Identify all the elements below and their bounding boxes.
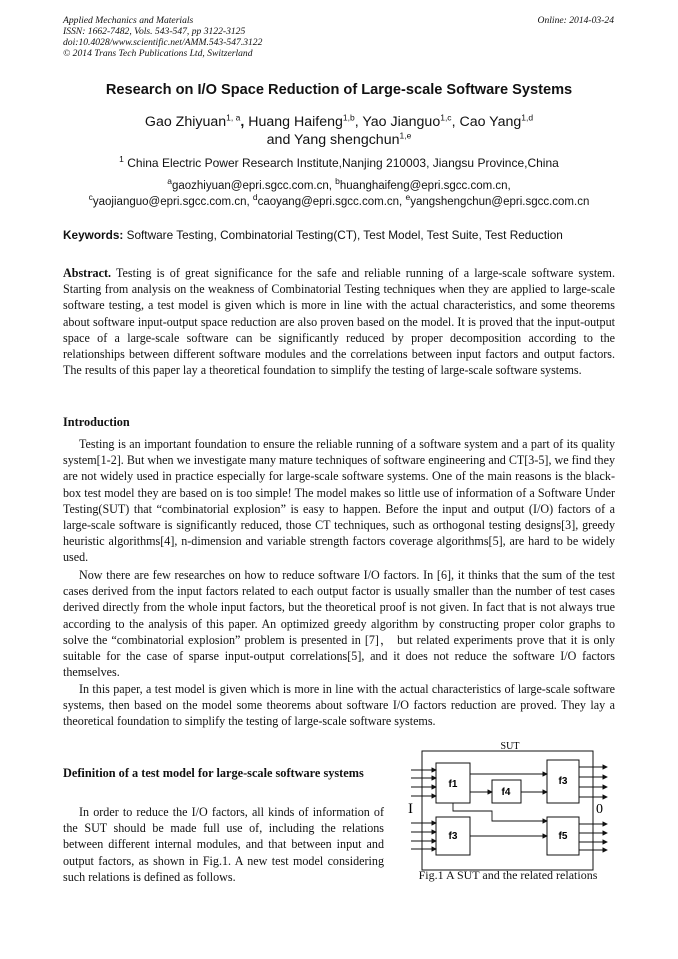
author-sup: 1,e <box>399 130 412 141</box>
cross-arrow <box>453 803 547 821</box>
author-sup: 1,c <box>440 112 452 123</box>
intro-paragraph-1: Testing is an important foundation to ensure the reliable running of a software system and a part of its quality system[1-2]. But when we investigate many mature techniques of software engineering and CT[3-5], we find they are not widely used in practice especially for large-scale software systems. One of the main reasons is the black-box test model they are based on is too simple! The model makes so little use of information of a Software Under Testing(SUT) that “combinatorial explosion” is easy to happen. Before the input and output (I/O) factors of a large-scale software is significantly reduced, those CT techniques, such as orthogonal testing designs[3], greedy heuristic algorithms[4], n-dimension and variable strength factors coverage algorithms[5], are hard to be widely used. <box>63 437 615 565</box>
email-link[interactable]: huanghaifeng@epri.sgcc.com.cn, <box>339 180 511 192</box>
copyright-line: © 2014 Trans Tech Publications Ltd, Switzerland <box>63 48 253 59</box>
journal-name: Applied Mechanics and Materials <box>63 15 194 26</box>
author-name: Cao Yang <box>459 114 522 130</box>
internal-arrows <box>470 774 547 836</box>
email-link[interactable]: yaojianguo@epri.sgcc.com.cn, <box>92 196 250 208</box>
online-date: Online: 2014-03-24 <box>537 15 614 26</box>
author-name: and Yang shengchun <box>266 132 400 148</box>
figure-caption: Fig.1 A SUT and the related relations <box>418 868 598 882</box>
email-link[interactable]: caoyang@epri.sgcc.com.cn, <box>257 196 403 208</box>
keywords <box>63 228 563 242</box>
author-name: Yao Jianguo <box>362 114 441 130</box>
journal-header <box>63 15 262 59</box>
author-list: Gao Zhiyuan$^{1, a}$, Huang Haifeng$^{1,b}$, Yao Jianguo$^{1,c}$, Cao Yang$^{1,d}$ and Yang shengchun$^{1,e}$ <box>144 112 534 148</box>
author-sup: 1, a <box>226 112 241 123</box>
author-name: Huang Haifeng <box>248 114 343 130</box>
definition-heading: Definition of a test model for large-scale software systems <box>63 766 364 780</box>
paper-title: Research on I/O Space Reduction of Large-scale Software Systems <box>105 82 573 98</box>
module-f5-label: f5 <box>558 831 568 842</box>
abstract-text: Testing is of great significance for the safe and reliable running of a large-scale software system. Starting from analysis on the weakness of Combinatorial Testing techniques when they are applied to large-scale software testing, a test model is given which is more in line with the actual characteristics, and some theorems about software input-output space reduction are also proven based on the model. It is proved that the input-output space of a large-scale software can be significantly reduced by proper decomposition according to the relationships between different software modules and the correlations between input factors and output factors. The results of this paper lay a theoretical foundation to simplify the testing of large-scale software systems. <box>63 266 615 378</box>
introduction-heading: Introduction <box>63 415 130 429</box>
email-link[interactable]: yangshengchun@epri.sgcc.com.cn <box>410 196 590 208</box>
affiliation <box>0 156 678 170</box>
intro-paragraph-2: Now there are few researches on how to reduce software I/O factors. In [6], it thinks that the sum of the test cases derived from the input factors related to each output factor is usually smaller than the number of test cases derived directly from the whole input factors, but the theoretical proof is not given. In fact that is not always true according to the analysis of this paper. An optimized greedy algorithm by constructing proper color graphs to solve the “combinatorial explosion” problem is presented in [7]， but related experiments prove that it is only suitable for the case of sparse input-output correlations[5], and it does not reduce the software I/O factors themselves. <box>63 568 615 680</box>
email-sup: c <box>88 192 93 203</box>
input-arrows <box>411 770 436 849</box>
abstract-label: Abstract. <box>63 266 112 280</box>
module-f1-label: f1 <box>448 779 458 790</box>
sut-label: SUT <box>500 741 520 752</box>
sut-diagram <box>400 737 615 885</box>
author-name: Gao Zhiyuan <box>144 114 227 130</box>
email-sup: b <box>335 176 340 187</box>
email-link[interactable]: gaozhiyuan@epri.sgcc.com.cn, <box>171 180 332 192</box>
module-f3-top-label: f3 <box>558 776 568 787</box>
affiliation-sup: 1 <box>119 154 124 164</box>
definition-paragraph: In order to reduce the I/O factors, all kinds of information of the SUT should be made full use of, including the relations between different internal modules, and that between input and output factors, as shown in Fig.1. A new test model considering such relations is defined as follows. <box>63 805 384 884</box>
sut-boundary <box>422 751 593 870</box>
email-sup: d <box>252 192 258 203</box>
input-label: I <box>408 801 413 817</box>
doi-line: doi:10.4028/www.scientific.net/AMM.543-547.3122 <box>63 37 263 48</box>
output-label: 0 <box>596 802 603 817</box>
module-f3-bottom-label: f3 <box>448 831 458 842</box>
keywords-text: Software Testing, Combinatorial Testing(CT), Test Model, Test Suite, Test Reduction <box>126 228 563 242</box>
keywords-label: Keywords: <box>63 228 124 242</box>
abstract <box>63 265 615 378</box>
affiliation-text: China Electric Power Research Institute,Nanjing 210003, Jiangsu Province,China <box>127 156 559 170</box>
issn-line: ISSN: 1662-7482, Vols. 543-547, pp 3122-3125 <box>63 26 246 37</box>
email-sup: e <box>405 192 411 203</box>
module-f4-label: f4 <box>501 787 511 798</box>
email-list <box>62 178 616 210</box>
intro-paragraph-3: In this paper, a test model is given which is more in line with the actual characteristics of large-scale software systems, then based on the model some theorems about software I/O factors reduction are proved. They lay a theoretical foundation to simplify the testing of large-scale software systems. <box>63 682 615 729</box>
email-sup: a <box>167 176 172 187</box>
author-sup: 1,d <box>521 112 534 123</box>
author-sup: 1,b <box>342 112 355 123</box>
